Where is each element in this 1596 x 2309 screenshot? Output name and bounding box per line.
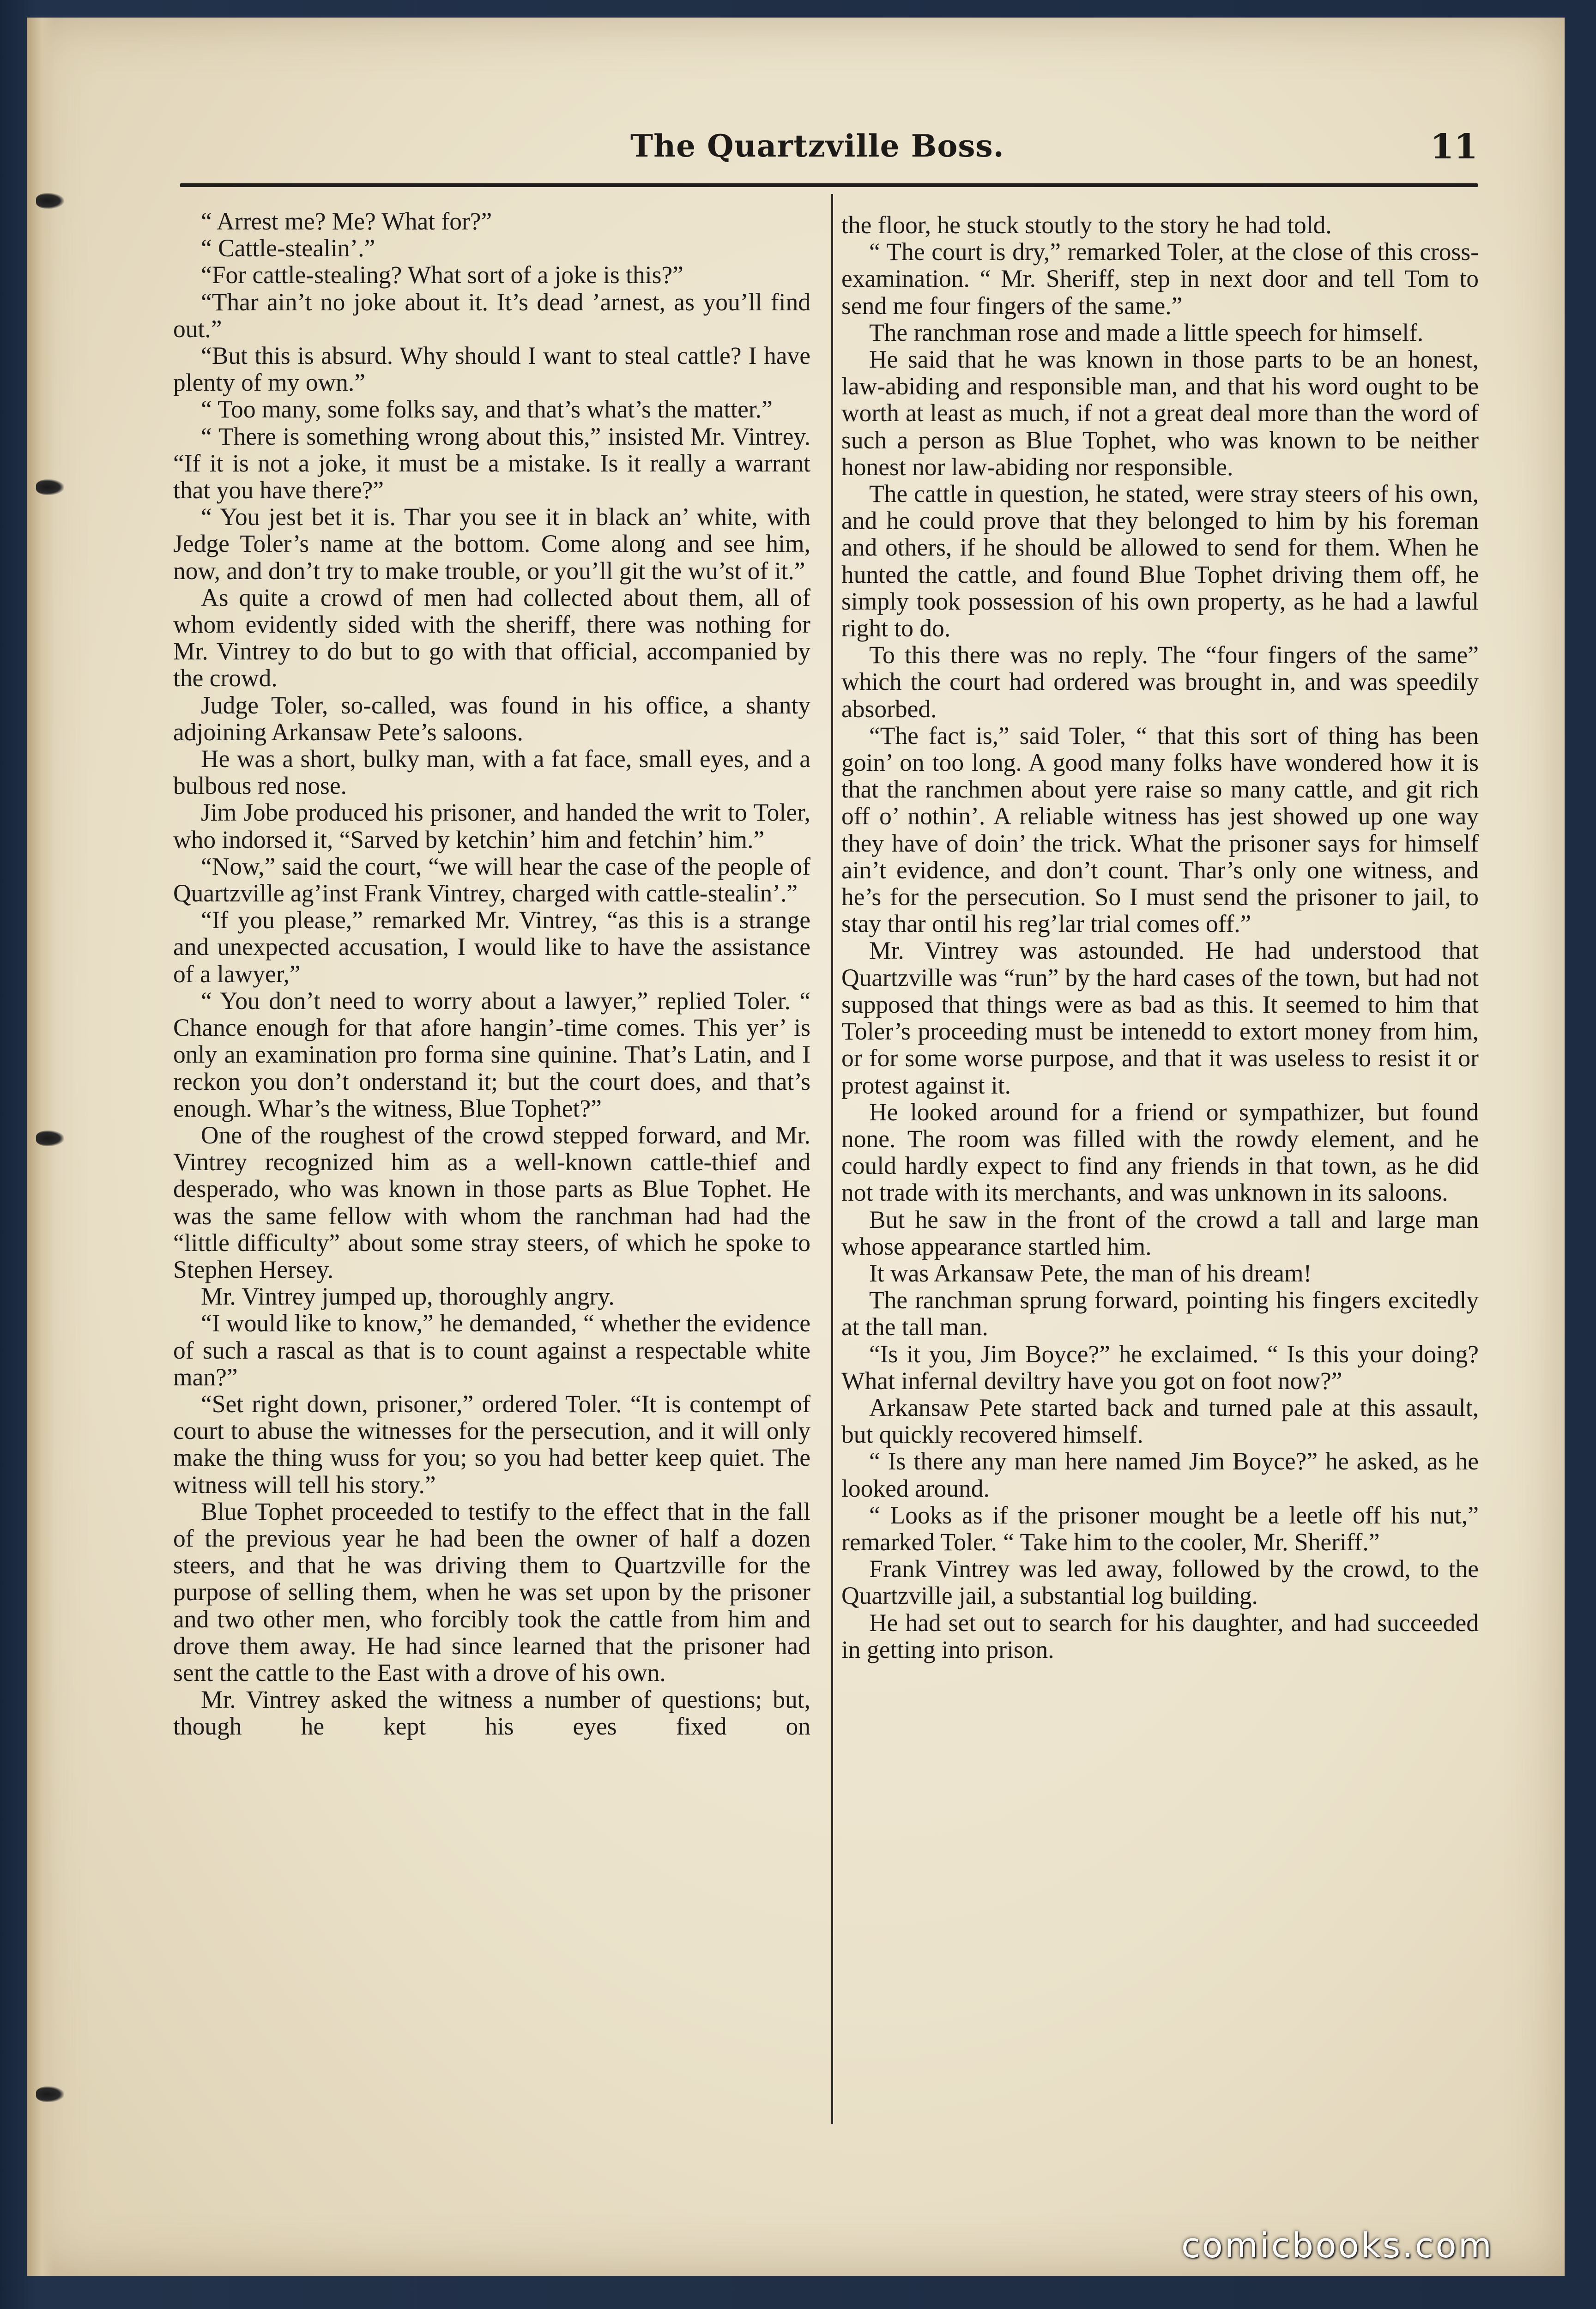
paragraph: Mr. Vintrey asked the witness a number of questions; but, though he kept his eyes fixed on bbox=[173, 1686, 810, 1741]
paragraph: He was a short, bulky man, with a fat face, small eyes, and a bulbous red nose. bbox=[173, 745, 810, 800]
paragraph: “ Cattle-stealin’.” bbox=[201, 234, 375, 262]
paragraph: He had set out to search for his daughter, and had succeeded in getting into prison. bbox=[841, 1608, 1479, 1663]
paragraph: He said that he was known in those parts to be an honest, law-abiding and responsible man, and that his word ought to be worth at least as much, if not a great deal more than the word of such a person as Blue Tophet, who was known to be neither honest nor law-abiding nor responsible. bbox=[841, 345, 1479, 481]
left-column bbox=[173, 208, 810, 1740]
staple-hole-icon bbox=[36, 193, 64, 209]
paragraph: The ranchman sprung forward, pointing his fingers excitedly at the tall man. bbox=[841, 1286, 1479, 1341]
paragraph: the floor, he stuck stoutly to the story he had told. bbox=[841, 211, 1332, 239]
paragraph: The cattle in question, he stated, were stray steers of his own, and he could prove that they belonged to him by his foreman and others, if he should be allowed to send for them. When he hunted the cattle, and found Blue Tophet driving them off, he simply took possession of his own property, as he had a lawful right to do. bbox=[841, 480, 1479, 642]
staple-hole-icon bbox=[36, 479, 64, 495]
paragraph: As quite a crowd of men had collected about them, all of whom evidently sided with the sheriff, there was nothing for Mr. Vintrey to do but to go with that official, accompanied by the crowd. bbox=[173, 583, 810, 692]
staple-hole-icon bbox=[36, 2086, 64, 2102]
paragraph: “I would like to know,” he demanded, “ whether the evidence of such a rascal as that is to count against a respectable white man?” bbox=[173, 1309, 810, 1391]
paragraph: Jim Jobe produced his prisoner, and handed the writ to Toler, who indorsed it, “Sarved by ketchin’ him and fetchin’ him.” bbox=[173, 798, 810, 853]
right-column bbox=[841, 212, 1479, 1663]
watermark: comicbooks.com bbox=[1181, 2226, 1493, 2266]
paragraph: The ranchman rose and made a little speech for himself. bbox=[869, 318, 1424, 346]
paragraph: Frank Vintrey was led away, followed by the crowd, to the Quartzville jail, a substantial log building. bbox=[841, 1555, 1479, 1610]
paragraph: Blue Tophet proceeded to testify to the effect that in the fall of the previous year he had been the owner of half a dozen steers, and that he was driving them to Quartzville for the purpose of selling them, when he was set upon by the prisoner and two other men, who forcibly took the cattle from him and drove them away. He had since learned that the prisoner had sent the cattle to the East with a drove of his own. bbox=[173, 1497, 810, 1686]
paragraph: But he saw in the front of the crowd a tall and large man whose appearance startled him. bbox=[841, 1205, 1479, 1260]
running-title: The Quartzville Boss. bbox=[630, 128, 1004, 164]
paragraph: “ You jest bet it is. Thar you see it in black an’ white, with Jedge Toler’s name at the bottom. Come along and see him, now, and don’t try to make trouble, or you’ll git the wu’st of it.” bbox=[173, 503, 810, 585]
paragraph: “Is it you, Jim Boyce?” he exclaimed. “ Is this your doing? What infernal deviltry have you got on foot now?” bbox=[841, 1340, 1479, 1395]
paragraph: “ You don’t need to worry about a lawyer,” replied Toler. “ Chance enough for that afore hangin’-time comes. This yer’ is only an examination pro forma sine quinine. That’s Latin, and I reckon you don’t onderstand it; but the court does, and that’s enough. Whar’s the witness, Blue Tophet?” bbox=[173, 986, 810, 1122]
paragraph: He looked around for a friend or sympathizer, but found none. The room was filled with the rowdy element, and he could hardly expect to find any friends in that town, as he did not trade with its merchants, and was unknown in its saloons. bbox=[841, 1098, 1479, 1207]
paragraph: “ Looks as if the prisoner mought be a leetle off his nut,” remarked Toler. “ Take him to the cooler, Mr. Sheriff.” bbox=[841, 1501, 1479, 1556]
paragraph: One of the roughest of the crowd stepped forward, and Mr. Vintrey recognized him as a well-known cattle-thief and desperado, who was known in those parts as Blue Tophet. He was the same fellow with whom the ranchman had had the “little difficulty” about some stray steers, of which he spoke to Stephen Hersey. bbox=[173, 1121, 810, 1283]
paragraph: “ Too many, some folks say, and that’s what’s the matter.” bbox=[201, 395, 773, 423]
column-divider bbox=[831, 194, 833, 2124]
paragraph: “The fact is,” said Toler, “ that this sort of thing has been goin’ on too long. A good many folks have wondered how it is that the ranchmen about yere raise so many cattle, and git rich off o’ nothin’. A reliable witness has jest showed up one way they have of doin’ the trick. What the prisoner says for himself ain’t evidence, and don’t count. Thar’s only one witness, and he’s for the persecution. So I must send the prisoner to jail, to stay thar ontil his reg’lar trial comes off.” bbox=[841, 721, 1479, 938]
paragraph: “ Arrest me? Me? What for?” bbox=[201, 207, 492, 235]
page-header bbox=[157, 118, 1478, 187]
paragraph: “Thar ain’t no joke about it. It’s dead ’arnest, as you’ll find out.” bbox=[173, 288, 810, 343]
header-rule bbox=[180, 183, 1478, 187]
paragraph: “Set right down, prisoner,” ordered Toler. “It is contempt of court to abuse the witnesses for the persecution, and it will only make the thing wuss for you; so you had better keep quiet. The witness will tell his story.” bbox=[173, 1390, 810, 1499]
paragraph: It was Arkansaw Pete, the man of his dream! bbox=[869, 1259, 1312, 1287]
paragraph: Judge Toler, so-called, was found in his office, a shanty adjoining Arkansaw Pete’s saloons. bbox=[173, 691, 810, 746]
page-number: 11 bbox=[1430, 127, 1478, 167]
paragraph: “ The court is dry,” remarked Toler, at the close of this cross-examination. “ Mr. Sheriff, step in next door and tell Tom to send me four fingers of the same.” bbox=[841, 238, 1479, 320]
paragraph: “ Is there any man here named Jim Boyce?” he asked, as he looked around. bbox=[841, 1447, 1479, 1502]
paragraph: To this there was no reply. The “four fingers of the same” which the court had ordered was brought in, and was speedily absorbed. bbox=[841, 641, 1479, 723]
paragraph: “For cattle-stealing? What sort of a joke is this?” bbox=[201, 261, 683, 289]
paragraph: Arkansaw Pete started back and turned pale at this assault, but quickly recovered himself. bbox=[841, 1393, 1479, 1449]
paragraph: Mr. Vintrey jumped up, thoroughly angry. bbox=[201, 1282, 615, 1311]
staple-hole-icon bbox=[36, 1130, 64, 1146]
paragraph: “ There is something wrong about this,” insisted Mr. Vintrey. “If it is not a joke, it must be a mistake. Is it really a warrant that you have there?” bbox=[173, 422, 810, 504]
paragraph: “But this is absurd. Why should I want to steal cattle? I have plenty of my own.” bbox=[173, 342, 810, 397]
paragraph: Mr. Vintrey was astounded. He had understood that Quartzville was “run” by the hard cases of the town, but had not supposed that things were as bad as this. It seemed to him that Toler’s proceeding must be intenedd to extort money from him, or for some worse purpose, and that it was useless to resist it or protest against it. bbox=[841, 937, 1479, 1099]
paragraph: “Now,” said the court, “we will hear the case of the people of Quartzville ag’inst Frank Vintrey, charged with cattle-stealin’.” bbox=[173, 852, 810, 907]
paragraph: “If you please,” remarked Mr. Vintrey, “as this is a strange and unexpected accusation, I would like to have the assistance of a lawyer,” bbox=[173, 906, 810, 988]
binding-gutter bbox=[27, 18, 54, 2276]
